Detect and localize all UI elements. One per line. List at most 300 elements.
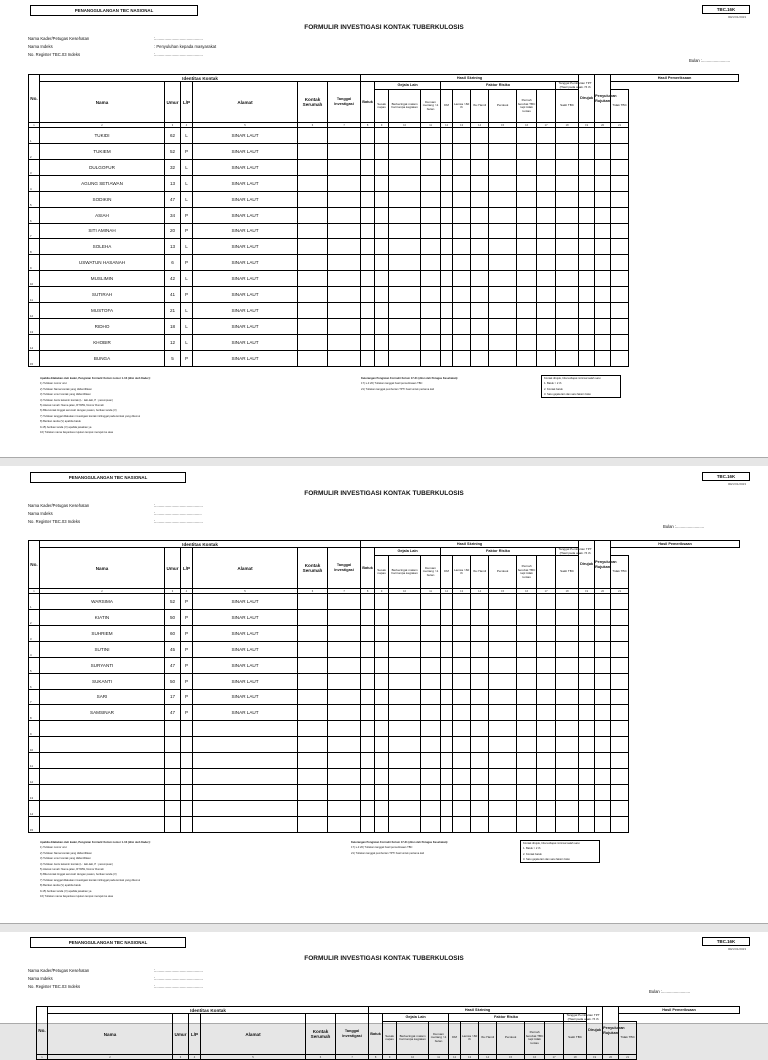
table-cell[interactable] <box>361 159 375 175</box>
table-cell[interactable] <box>489 223 517 239</box>
table-cell[interactable] <box>389 816 421 832</box>
table-cell[interactable] <box>453 657 471 673</box>
contact-sex[interactable]: L <box>181 159 193 175</box>
table-cell[interactable] <box>389 128 421 144</box>
table-cell[interactable] <box>489 625 517 641</box>
table-cell[interactable] <box>441 800 453 816</box>
table-cell[interactable] <box>471 271 489 287</box>
table-cell[interactable] <box>579 641 595 657</box>
table-cell[interactable] <box>595 625 611 641</box>
table-cell[interactable] <box>421 334 441 350</box>
table-cell[interactable] <box>611 721 629 737</box>
table-cell[interactable] <box>298 721 328 737</box>
table-cell[interactable] <box>556 318 579 334</box>
bulan-value[interactable]: :........................ <box>674 524 704 529</box>
contact-name[interactable]: TUKIDI <box>40 128 165 144</box>
contact-sex[interactable]: P <box>181 223 193 239</box>
contact-sex[interactable]: P <box>181 287 193 303</box>
table-cell[interactable] <box>579 159 595 175</box>
table-cell[interactable] <box>421 191 441 207</box>
table-cell[interactable] <box>595 737 611 753</box>
contact-age[interactable]: 50 <box>165 610 181 626</box>
contact-age[interactable]: 17 <box>165 689 181 705</box>
table-cell[interactable] <box>441 350 453 366</box>
table-cell[interactable] <box>611 705 629 721</box>
table-cell[interactable] <box>361 816 375 832</box>
contact-age[interactable]: 13 <box>165 175 181 191</box>
table-cell[interactable] <box>453 721 471 737</box>
table-cell[interactable] <box>453 302 471 318</box>
table-cell[interactable] <box>471 594 489 610</box>
table-cell[interactable] <box>441 816 453 832</box>
table-cell[interactable] <box>556 705 579 721</box>
table-cell[interactable] <box>595 816 611 832</box>
table-cell[interactable] <box>453 753 471 769</box>
table-cell[interactable] <box>389 271 421 287</box>
table-cell[interactable] <box>595 753 611 769</box>
contact-age[interactable]: 32 <box>165 159 181 175</box>
table-cell[interactable] <box>421 159 441 175</box>
table-cell[interactable] <box>489 737 517 753</box>
table-cell[interactable] <box>328 657 361 673</box>
register-value[interactable]: :......................................... <box>154 519 203 524</box>
contact-name[interactable]: RIDHO <box>40 318 165 334</box>
contact-name[interactable] <box>40 784 165 800</box>
table-cell[interactable] <box>375 753 389 769</box>
table-cell[interactable] <box>375 594 389 610</box>
table-cell[interactable] <box>421 255 441 271</box>
table-cell[interactable] <box>375 207 389 223</box>
table-cell[interactable] <box>298 800 328 816</box>
contact-age[interactable] <box>165 753 181 769</box>
table-cell[interactable] <box>611 610 629 626</box>
table-cell[interactable] <box>421 816 441 832</box>
table-cell[interactable] <box>421 800 441 816</box>
table-cell[interactable] <box>375 768 389 784</box>
table-cell[interactable] <box>537 239 556 255</box>
table-cell[interactable] <box>328 271 361 287</box>
table-cell[interactable] <box>579 721 595 737</box>
contact-name[interactable]: SUHRIEM <box>40 625 165 641</box>
contact-sex[interactable]: L <box>181 302 193 318</box>
table-cell[interactable] <box>421 287 441 303</box>
table-cell[interactable] <box>611 689 629 705</box>
table-cell[interactable] <box>375 721 389 737</box>
contact-address[interactable]: SINAR LAUT <box>193 239 298 255</box>
table-cell[interactable] <box>517 625 537 641</box>
table-cell[interactable] <box>556 207 579 223</box>
table-cell[interactable] <box>389 175 421 191</box>
table-cell[interactable] <box>453 334 471 350</box>
table-cell[interactable] <box>328 610 361 626</box>
table-cell[interactable] <box>537 800 556 816</box>
table-cell[interactable] <box>389 721 421 737</box>
table-cell[interactable] <box>328 159 361 175</box>
table-cell[interactable] <box>441 128 453 144</box>
table-cell[interactable] <box>517 271 537 287</box>
table-cell[interactable] <box>537 641 556 657</box>
table-cell[interactable] <box>489 128 517 144</box>
table-cell[interactable] <box>471 657 489 673</box>
table-cell[interactable] <box>298 784 328 800</box>
table-cell[interactable] <box>328 737 361 753</box>
table-cell[interactable] <box>441 610 453 626</box>
table-cell[interactable] <box>556 721 579 737</box>
contact-name[interactable]: BUNGA <box>40 350 165 366</box>
table-cell[interactable] <box>453 737 471 753</box>
table-cell[interactable] <box>489 641 517 657</box>
table-cell[interactable] <box>595 594 611 610</box>
table-cell[interactable] <box>361 191 375 207</box>
table-cell[interactable] <box>556 768 579 784</box>
table-cell[interactable] <box>537 350 556 366</box>
table-cell[interactable] <box>556 625 579 641</box>
table-cell[interactable] <box>441 705 453 721</box>
table-cell[interactable] <box>556 816 579 832</box>
table-cell[interactable] <box>389 689 421 705</box>
table-cell[interactable] <box>298 594 328 610</box>
table-cell[interactable] <box>298 191 328 207</box>
table-cell[interactable] <box>453 207 471 223</box>
contact-address[interactable] <box>193 768 298 784</box>
table-cell[interactable] <box>489 768 517 784</box>
table-cell[interactable] <box>556 175 579 191</box>
contact-name[interactable]: KHOBIR <box>40 334 165 350</box>
table-cell[interactable] <box>441 768 453 784</box>
table-cell[interactable] <box>537 302 556 318</box>
contact-age[interactable]: 5 <box>165 350 181 366</box>
table-cell[interactable] <box>579 625 595 641</box>
contact-sex[interactable]: P <box>181 657 193 673</box>
table-cell[interactable] <box>328 239 361 255</box>
table-cell[interactable] <box>471 768 489 784</box>
table-cell[interactable] <box>611 144 629 160</box>
table-cell[interactable] <box>361 223 375 239</box>
contact-age[interactable] <box>165 800 181 816</box>
contact-name[interactable]: SODIKIN <box>40 191 165 207</box>
table-cell[interactable] <box>489 175 517 191</box>
table-cell[interactable] <box>389 207 421 223</box>
table-cell[interactable] <box>298 768 328 784</box>
table-cell[interactable] <box>453 800 471 816</box>
table-cell[interactable] <box>328 625 361 641</box>
table-cell[interactable] <box>579 223 595 239</box>
table-cell[interactable] <box>361 207 375 223</box>
table-cell[interactable] <box>579 594 595 610</box>
table-cell[interactable] <box>375 737 389 753</box>
table-cell[interactable] <box>611 223 629 239</box>
table-cell[interactable] <box>328 768 361 784</box>
table-cell[interactable] <box>537 159 556 175</box>
contact-age[interactable]: 18 <box>165 318 181 334</box>
contact-address[interactable]: SINAR LAUT <box>193 144 298 160</box>
table-cell[interactable] <box>489 255 517 271</box>
table-cell[interactable] <box>556 753 579 769</box>
bulan-value[interactable]: :........................ <box>700 58 730 63</box>
bulan-value[interactable]: :........................ <box>660 989 690 994</box>
contact-sex[interactable]: L <box>181 239 193 255</box>
table-cell[interactable] <box>517 768 537 784</box>
table-cell[interactable] <box>556 159 579 175</box>
table-cell[interactable] <box>579 334 595 350</box>
contact-address[interactable]: SINAR LAUT <box>193 159 298 175</box>
table-cell[interactable] <box>556 350 579 366</box>
contact-sex[interactable]: L <box>181 271 193 287</box>
table-cell[interactable] <box>328 175 361 191</box>
table-cell[interactable] <box>389 753 421 769</box>
table-cell[interactable] <box>389 191 421 207</box>
contact-sex[interactable]: P <box>181 255 193 271</box>
table-cell[interactable] <box>298 689 328 705</box>
table-cell[interactable] <box>421 641 441 657</box>
table-cell[interactable] <box>579 784 595 800</box>
table-cell[interactable] <box>298 350 328 366</box>
table-cell[interactable] <box>517 721 537 737</box>
contact-address[interactable]: SINAR LAUT <box>193 625 298 641</box>
table-cell[interactable] <box>298 816 328 832</box>
table-cell[interactable] <box>361 594 375 610</box>
table-cell[interactable] <box>441 753 453 769</box>
table-cell[interactable] <box>537 657 556 673</box>
contact-name[interactable]: SARI <box>40 689 165 705</box>
contact-sex[interactable] <box>181 753 193 769</box>
table-cell[interactable] <box>441 255 453 271</box>
table-cell[interactable] <box>389 318 421 334</box>
contact-sex[interactable] <box>181 784 193 800</box>
table-cell[interactable] <box>421 753 441 769</box>
table-cell[interactable] <box>611 302 629 318</box>
contact-address[interactable] <box>193 737 298 753</box>
table-cell[interactable] <box>453 350 471 366</box>
indeks-value[interactable]: : Penyuluhan kepada masyarakat <box>154 44 217 49</box>
table-cell[interactable] <box>375 705 389 721</box>
table-cell[interactable] <box>489 689 517 705</box>
table-cell[interactable] <box>328 191 361 207</box>
table-cell[interactable] <box>517 784 537 800</box>
table-cell[interactable] <box>298 318 328 334</box>
contact-address[interactable] <box>193 816 298 832</box>
contact-sex[interactable] <box>181 768 193 784</box>
table-cell[interactable] <box>375 610 389 626</box>
table-cell[interactable] <box>611 673 629 689</box>
table-cell[interactable] <box>421 673 441 689</box>
table-cell[interactable] <box>361 128 375 144</box>
contact-age[interactable]: 47 <box>165 705 181 721</box>
table-cell[interactable] <box>517 800 537 816</box>
table-cell[interactable] <box>471 128 489 144</box>
table-cell[interactable] <box>421 318 441 334</box>
table-cell[interactable] <box>611 287 629 303</box>
table-cell[interactable] <box>489 753 517 769</box>
table-cell[interactable] <box>453 768 471 784</box>
table-cell[interactable] <box>517 594 537 610</box>
table-cell[interactable] <box>361 721 375 737</box>
table-cell[interactable] <box>361 673 375 689</box>
contact-name[interactable]: SURYANTI <box>40 657 165 673</box>
table-cell[interactable] <box>537 207 556 223</box>
table-cell[interactable] <box>375 641 389 657</box>
table-cell[interactable] <box>471 350 489 366</box>
table-cell[interactable] <box>453 159 471 175</box>
table-cell[interactable] <box>517 350 537 366</box>
table-cell[interactable] <box>579 689 595 705</box>
table-cell[interactable] <box>517 816 537 832</box>
table-cell[interactable] <box>517 334 537 350</box>
table-cell[interactable] <box>441 271 453 287</box>
contact-name[interactable]: KIATIN <box>40 610 165 626</box>
contact-name[interactable]: SAMSINAR <box>40 705 165 721</box>
table-cell[interactable] <box>421 223 441 239</box>
kader-value[interactable]: :......................................... <box>154 36 203 41</box>
table-cell[interactable] <box>441 641 453 657</box>
table-cell[interactable] <box>489 144 517 160</box>
table-cell[interactable] <box>517 737 537 753</box>
table-cell[interactable] <box>556 657 579 673</box>
table-cell[interactable] <box>595 784 611 800</box>
table-cell[interactable] <box>441 159 453 175</box>
table-cell[interactable] <box>441 334 453 350</box>
table-cell[interactable] <box>537 175 556 191</box>
table-cell[interactable] <box>471 239 489 255</box>
table-cell[interactable] <box>595 705 611 721</box>
table-cell[interactable] <box>298 239 328 255</box>
contact-age[interactable]: 6 <box>165 255 181 271</box>
table-cell[interactable] <box>611 318 629 334</box>
table-cell[interactable] <box>595 191 611 207</box>
table-cell[interactable] <box>361 287 375 303</box>
table-cell[interactable] <box>471 144 489 160</box>
table-cell[interactable] <box>421 625 441 641</box>
contact-age[interactable]: 41 <box>165 287 181 303</box>
table-cell[interactable] <box>579 800 595 816</box>
table-cell[interactable] <box>389 302 421 318</box>
table-cell[interactable] <box>556 191 579 207</box>
table-cell[interactable] <box>489 191 517 207</box>
table-cell[interactable] <box>556 239 579 255</box>
contact-address[interactable]: SINAR LAUT <box>193 128 298 144</box>
contact-name[interactable] <box>40 737 165 753</box>
table-cell[interactable] <box>389 625 421 641</box>
table-cell[interactable] <box>361 737 375 753</box>
contact-name[interactable]: ASIAH <box>40 207 165 223</box>
table-cell[interactable] <box>611 350 629 366</box>
table-cell[interactable] <box>441 673 453 689</box>
table-cell[interactable] <box>375 271 389 287</box>
contact-address[interactable]: SINAR LAUT <box>193 318 298 334</box>
table-cell[interactable] <box>421 175 441 191</box>
contact-age[interactable]: 12 <box>165 334 181 350</box>
table-cell[interactable] <box>453 594 471 610</box>
table-cell[interactable] <box>328 689 361 705</box>
contact-age[interactable]: 47 <box>165 191 181 207</box>
table-cell[interactable] <box>489 800 517 816</box>
table-cell[interactable] <box>375 159 389 175</box>
contact-sex[interactable]: P <box>181 705 193 721</box>
table-cell[interactable] <box>471 673 489 689</box>
table-cell[interactable] <box>328 318 361 334</box>
table-cell[interactable] <box>537 223 556 239</box>
table-cell[interactable] <box>537 625 556 641</box>
table-cell[interactable] <box>537 768 556 784</box>
table-cell[interactable] <box>579 239 595 255</box>
table-cell[interactable] <box>556 784 579 800</box>
register-value[interactable]: :......................................... <box>154 52 203 57</box>
table-cell[interactable] <box>328 753 361 769</box>
table-cell[interactable] <box>453 128 471 144</box>
contact-sex[interactable]: P <box>181 625 193 641</box>
table-cell[interactable] <box>361 641 375 657</box>
table-cell[interactable] <box>595 689 611 705</box>
table-cell[interactable] <box>579 128 595 144</box>
table-cell[interactable] <box>389 223 421 239</box>
table-cell[interactable] <box>389 657 421 673</box>
table-cell[interactable] <box>361 350 375 366</box>
table-cell[interactable] <box>441 239 453 255</box>
table-cell[interactable] <box>537 318 556 334</box>
table-cell[interactable] <box>611 255 629 271</box>
table-cell[interactable] <box>421 350 441 366</box>
contact-sex[interactable]: P <box>181 673 193 689</box>
table-cell[interactable] <box>595 207 611 223</box>
contact-sex[interactable] <box>181 721 193 737</box>
table-cell[interactable] <box>611 239 629 255</box>
table-cell[interactable] <box>579 287 595 303</box>
table-cell[interactable] <box>361 175 375 191</box>
contact-address[interactable]: SINAR LAUT <box>193 705 298 721</box>
table-cell[interactable] <box>611 768 629 784</box>
table-cell[interactable] <box>328 207 361 223</box>
table-cell[interactable] <box>517 673 537 689</box>
table-cell[interactable] <box>375 673 389 689</box>
table-cell[interactable] <box>453 271 471 287</box>
contact-age[interactable]: 47 <box>165 657 181 673</box>
table-cell[interactable] <box>556 271 579 287</box>
table-cell[interactable] <box>441 318 453 334</box>
table-cell[interactable] <box>328 302 361 318</box>
table-cell[interactable] <box>453 689 471 705</box>
table-cell[interactable] <box>517 239 537 255</box>
table-cell[interactable] <box>471 287 489 303</box>
table-cell[interactable] <box>389 255 421 271</box>
table-cell[interactable] <box>328 594 361 610</box>
contact-sex[interactable]: P <box>181 610 193 626</box>
table-cell[interactable] <box>298 175 328 191</box>
table-cell[interactable] <box>471 753 489 769</box>
table-cell[interactable] <box>595 128 611 144</box>
table-cell[interactable] <box>441 721 453 737</box>
table-cell[interactable] <box>556 737 579 753</box>
table-cell[interactable] <box>389 334 421 350</box>
table-cell[interactable] <box>361 705 375 721</box>
table-cell[interactable] <box>611 128 629 144</box>
table-cell[interactable] <box>489 784 517 800</box>
table-cell[interactable] <box>556 610 579 626</box>
table-cell[interactable] <box>579 191 595 207</box>
table-cell[interactable] <box>441 175 453 191</box>
table-cell[interactable] <box>453 223 471 239</box>
table-cell[interactable] <box>421 207 441 223</box>
table-cell[interactable] <box>375 334 389 350</box>
contact-address[interactable]: SINAR LAUT <box>193 673 298 689</box>
table-cell[interactable] <box>517 255 537 271</box>
table-cell[interactable] <box>579 705 595 721</box>
table-cell[interactable] <box>517 128 537 144</box>
contact-address[interactable]: SINAR LAUT <box>193 641 298 657</box>
table-cell[interactable] <box>489 207 517 223</box>
table-cell[interactable] <box>298 223 328 239</box>
table-cell[interactable] <box>441 144 453 160</box>
table-cell[interactable] <box>611 641 629 657</box>
